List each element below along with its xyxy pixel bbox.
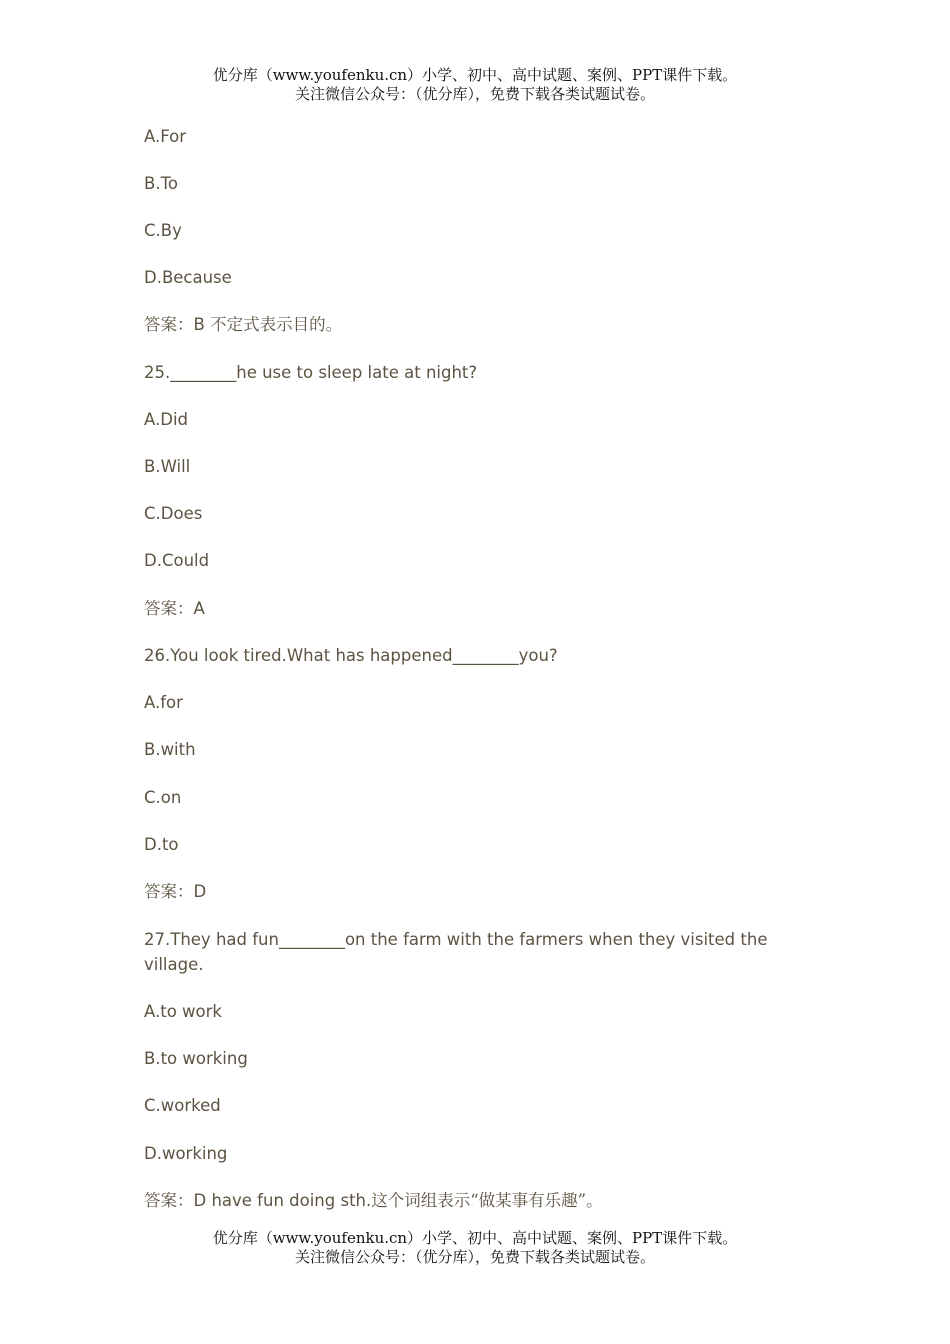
answer-label: 答案： (144, 315, 194, 334)
option-c: C.Does (144, 504, 203, 523)
option-b: B.To (144, 174, 178, 193)
answer-label: 答案： (144, 599, 194, 618)
answer-label: 答案： (144, 1191, 194, 1210)
option-d: D.to (144, 835, 179, 854)
option-d: D.working (144, 1144, 228, 1163)
answer-line (144, 879, 206, 904)
answer-value: D (193, 882, 207, 901)
answer-line (144, 1188, 603, 1213)
option-b: B.to working (144, 1049, 248, 1068)
question-27-stem: 27.They had fun________on the farm with the farmers when they visited the village. (144, 930, 768, 974)
question-26-stem: 26.You look tired.What has happened________you? (144, 646, 558, 665)
answer-label: 答案： (144, 882, 194, 901)
option-c: C.worked (144, 1096, 221, 1115)
option-b: B.with (144, 740, 196, 759)
footer-line-1: 优分库（www.youfenku.cn）小学、初中、高中试题、案例、PPT课件下载。 (212, 1229, 738, 1247)
option-a: A.to work (144, 1002, 222, 1021)
option-d: D.Because (144, 268, 232, 287)
answer-value: D have fun doing sth. (193, 1191, 372, 1210)
option-a: A.For (144, 127, 187, 146)
question-25-stem: 25.________he use to sleep late at night? (144, 363, 478, 382)
header-line-2: 关注微信公众号：（优分库），免费下载各类试题试卷。 (294, 85, 655, 103)
answer-note: 这个词组表示“做某事有乐趣”。 (371, 1191, 603, 1210)
option-c: C.on (144, 788, 182, 807)
page-footer (0, 1229, 950, 1267)
answer-line (144, 596, 205, 621)
option-b: B.Will (144, 457, 191, 476)
option-c: C.By (144, 221, 182, 240)
footer-line-2: 关注微信公众号：（优分库），免费下载各类试题试卷。 (294, 1248, 655, 1266)
option-a: A.Did (144, 410, 189, 429)
option-a: A.for (144, 693, 183, 712)
answer-line (144, 312, 342, 337)
page-header (0, 66, 950, 104)
header-line-1: 优分库（www.youfenku.cn）小学、初中、高中试题、案例、PPT课件下载。 (212, 66, 738, 84)
answer-value: A (193, 599, 205, 618)
answer-value: B 不定式表示目的。 (193, 315, 343, 334)
option-d: D.Could (144, 551, 210, 570)
